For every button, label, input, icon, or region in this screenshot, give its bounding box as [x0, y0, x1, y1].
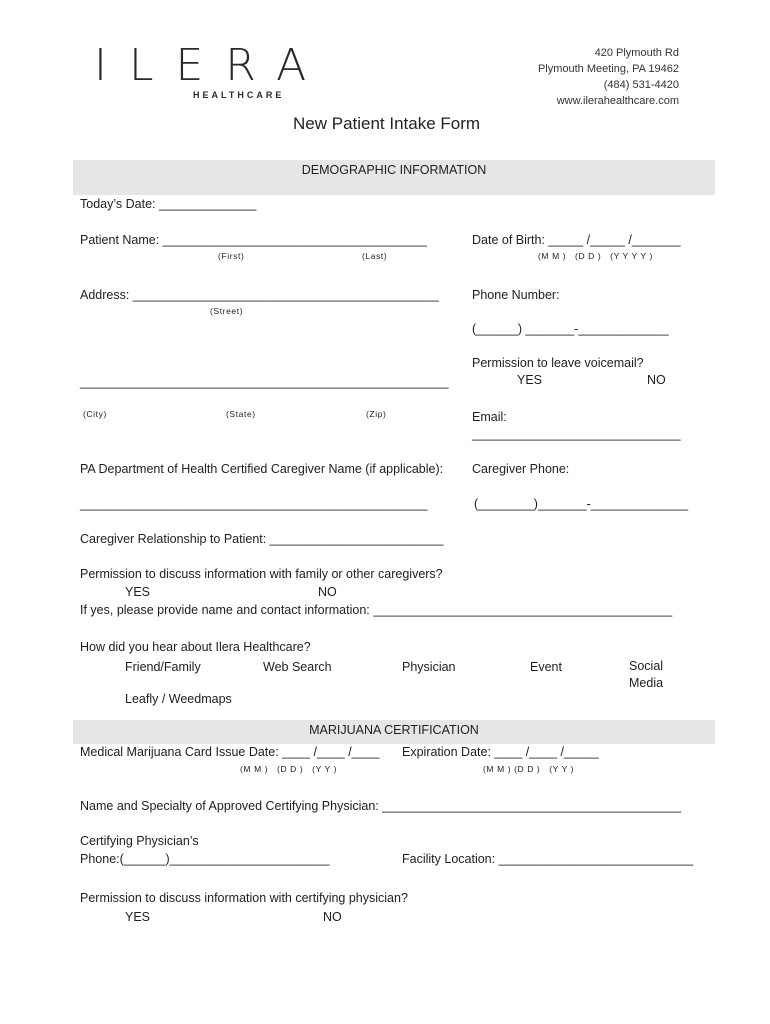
- source-social-media-line1[interactable]: Social: [629, 659, 664, 673]
- family-contact-field[interactable]: If yes, please provide name and contact information: ___________________________________________: [80, 603, 673, 617]
- expiration-date-field[interactable]: Expiration Date: ____ /____ /_____: [402, 745, 599, 759]
- physician-phone-field[interactable]: Phone:(______)_______________________: [80, 852, 330, 866]
- caregiver-relationship-field[interactable]: Caregiver Relationship to Patient: _________________________: [80, 532, 444, 546]
- website: www.ilerahealthcare.com: [556, 95, 679, 107]
- dob-format-label: (M M ) (D D ) (Y Y Y Y ): [538, 251, 653, 261]
- physician-no-option[interactable]: NO: [323, 910, 342, 924]
- voicemail-question: Permission to leave voicemail?: [472, 356, 644, 370]
- email-label: Email:: [472, 410, 507, 424]
- hear-about-question: How did you hear about Ilera Healthcare?: [80, 640, 311, 654]
- family-permission-question: Permission to discuss information with family or other caregivers?: [80, 567, 443, 581]
- first-name-label: (First): [218, 251, 245, 261]
- source-social-media-line2[interactable]: Media: [629, 676, 664, 690]
- physician-permission-question: Permission to discuss information with certifying physician?: [80, 891, 408, 905]
- contact-phone: (484) 531-4420: [603, 79, 679, 91]
- physician-name-field[interactable]: Name and Specialty of Approved Certifying Physician: ___________________________________________: [80, 799, 682, 813]
- form-title: New Patient Intake Form: [293, 114, 481, 133]
- source-web-search[interactable]: Web Search: [263, 660, 332, 674]
- demographic-section-title: DEMOGRAPHIC INFORMATION: [301, 163, 487, 177]
- patient-name-field[interactable]: Patient Name: ______________________________________: [80, 233, 427, 247]
- source-physician[interactable]: Physician: [402, 660, 456, 674]
- issue-date-format-label: (M M ) (D D ) (Y Y ): [240, 764, 338, 774]
- demographic-section-header: [73, 160, 715, 195]
- caregiver-phone-label: Caregiver Phone:: [472, 462, 570, 476]
- source-event[interactable]: Event: [530, 660, 562, 674]
- source-friend-family[interactable]: Friend/Family: [125, 660, 201, 674]
- card-issue-date-field[interactable]: Medical Marijuana Card Issue Date: ____ /____ /____: [80, 745, 380, 759]
- certification-section-title: MARIJUANA CERTIFICATION: [309, 723, 479, 737]
- expiration-date-format-label: (M M ) (D D ) (Y Y ): [483, 764, 575, 774]
- caregiver-name-field[interactable]: __________________________________________________: [80, 497, 428, 511]
- state-label: (State): [226, 409, 256, 419]
- address-field[interactable]: Address: ____________________________________________: [80, 288, 439, 302]
- address-city-state-zip-field[interactable]: _____________________________________________________: [80, 375, 449, 389]
- source-leafly-weedmaps[interactable]: Leafly / Weedmaps: [125, 692, 232, 706]
- voicemail-no-option[interactable]: NO: [647, 373, 666, 387]
- zip-label: (Zip): [366, 409, 387, 419]
- voicemail-yes-option[interactable]: YES: [517, 373, 543, 387]
- city-label: (City): [83, 409, 107, 419]
- ilera-logo: ILERA: [94, 40, 329, 91]
- physician-yes-option[interactable]: YES: [125, 910, 151, 924]
- family-no-option[interactable]: NO: [318, 585, 337, 599]
- address-line-1: 420 Plymouth Rd: [594, 47, 679, 59]
- address-line-2: Plymouth Meeting, PA 19462: [537, 63, 679, 75]
- certification-section-header: [73, 720, 715, 744]
- email-field[interactable]: ______________________________: [472, 427, 681, 441]
- caregiver-name-label: PA Department of Health Certified Caregiver Name (if applicable):: [80, 462, 444, 476]
- phone-number-field[interactable]: (______) _______-_____________: [472, 322, 669, 336]
- phone-number-label: Phone Number:: [472, 288, 560, 302]
- todays-date-field[interactable]: Today’s Date: ______________: [80, 197, 257, 211]
- caregiver-phone-field[interactable]: (________)_______-______________: [474, 497, 689, 511]
- date-of-birth-field[interactable]: Date of Birth: _____ /_____ /_______: [472, 233, 681, 247]
- last-name-label: (Last): [362, 251, 388, 261]
- physician-phone-label: Certifying Physician’s: [80, 834, 199, 848]
- facility-location-field[interactable]: Facility Location: ____________________________: [402, 852, 694, 866]
- healthcare-logo-subtext: HEALTHCARE: [193, 90, 285, 100]
- street-label: (Street): [210, 306, 244, 316]
- family-yes-option[interactable]: YES: [125, 585, 151, 599]
